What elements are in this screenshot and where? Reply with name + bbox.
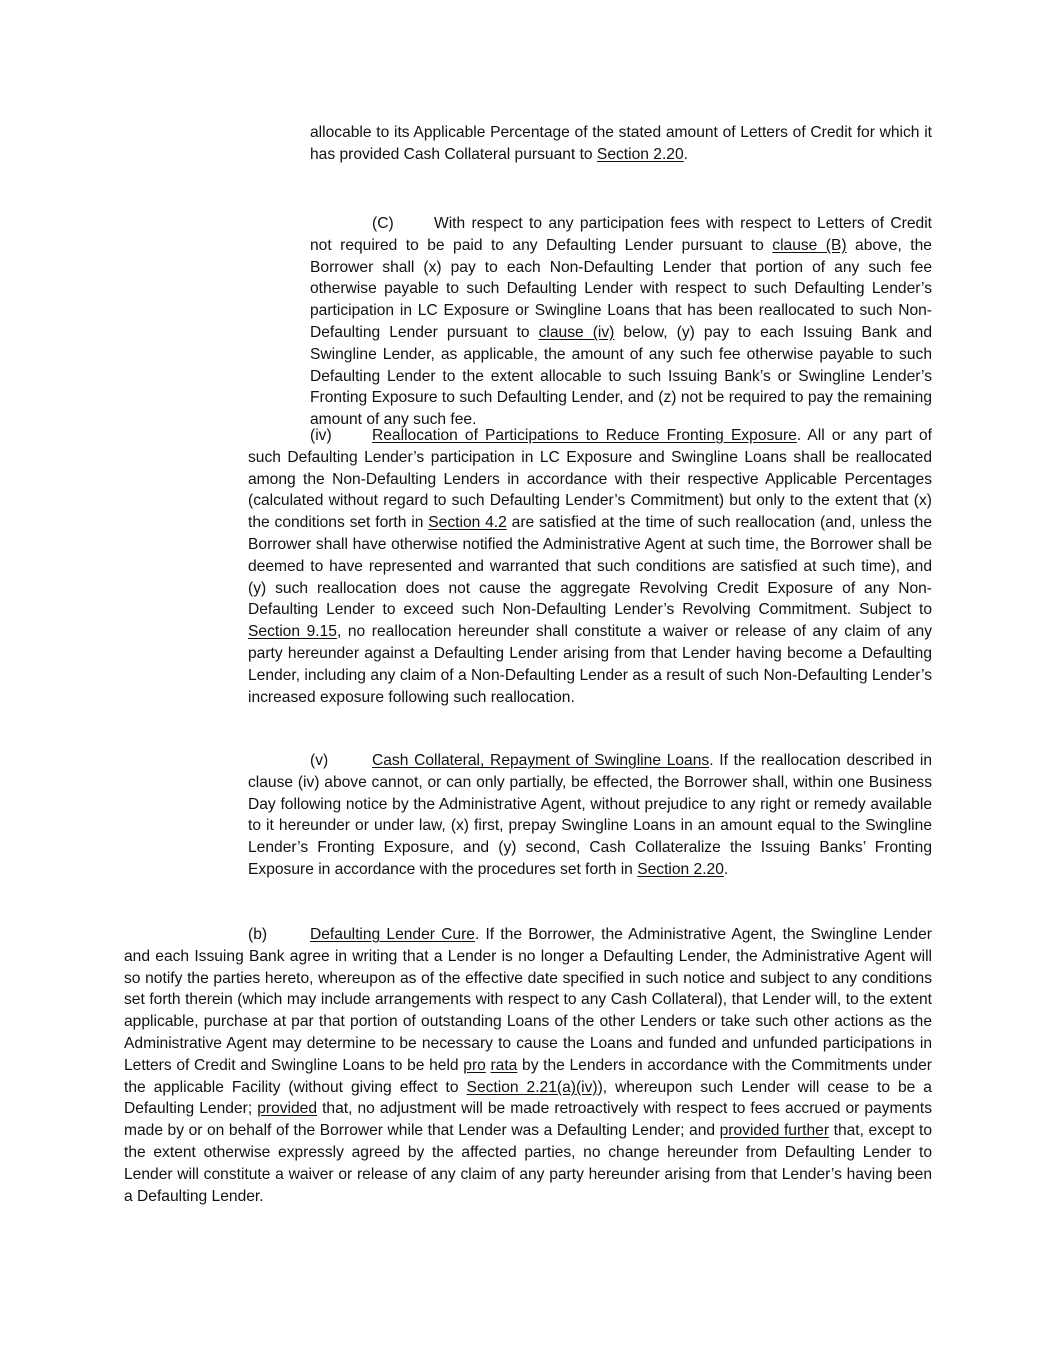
paragraph-b: [124, 924, 932, 1207]
clause-label: (v): [310, 752, 329, 769]
defined-term: provided further: [719, 1122, 830, 1140]
paragraph-text: by the Lenders in accordance with the Commitments under the applicable Facility (without giving effect to: [124, 1056, 932, 1096]
section-reference: Section 2.20: [596, 145, 684, 163]
paragraph-continuation: [310, 122, 932, 166]
paragraph-text: ), whereupon such Lender will cease to be a Defaulting Lender;: [124, 1078, 932, 1118]
defined-term: rata: [490, 1056, 518, 1074]
paragraph-text: . If the reallocation described in clause (iv) above cannot, or can only partially, be effected, the Borrower shall, within one Business Day following notice by the Administrative Agent, without prejudice to any right or remedy available to it hereunder or under law, (x) first, prepay Swingline Loans in an amount equal to the Swingline Lender’s Fronting Exposure, and (y) second, Cash Collateralize the Issuing Banks’ Fronting Exposure in accordance with the procedures set forth in: [248, 752, 932, 878]
paragraph-text: .: [683, 145, 688, 163]
paragraph-text: , no reallocation hereunder shall constitute a waiver or release of any claim of any party hereunder against a Defaulting Lender arising from that Lender having become a Defaulting Lender, including any claim of a Non-Defaulting Lender as a result of such Non-Defaulting Lender’s increased exposure following such reallocation.: [248, 623, 932, 706]
paragraph-text: With respect to any participation fees with respect to Letters of Credit not required to be paid to any Defaulting Lender pursuant to: [310, 215, 932, 254]
defined-term: pro: [463, 1056, 486, 1074]
section-reference: Section 2.21(a)(iv): [466, 1078, 598, 1096]
clause-heading: Cash Collateral, Repayment of Swingline Loans: [372, 752, 710, 769]
paragraph-text: allocable to its Applicable Percentage of the stated amount of Letters of Credit for which it has provided Cash Collateral pursuant to: [310, 124, 932, 163]
paragraph-text: below, (y) pay to each Issuing Bank and Swingline Lender, as applicable, the amount of any such fee otherwise payable to such Defaulting Lender to the extent allocable to such Issuing Bank’s or Swingline Lender’s Fronting Exposure to such Defaulting Lender, and (z) not be required to pay the remaining amount of any such fee.: [310, 323, 932, 429]
defined-term: provided: [257, 1100, 318, 1118]
paragraph-iv: [248, 425, 932, 708]
clause-heading: Reallocation of Participations to Reduce Fronting Exposure: [372, 427, 797, 444]
paragraph-text: above, the Borrower shall (x) pay to each Non-Defaulting Lender that portion of any such fee otherwise payable to such Defaulting Lender with respect to such Defaulting Lender’s participation in LC Exposure or Swingline Loans that has been reallocated to such Non-Defaulting Lender pursuant to: [310, 236, 932, 341]
clause-label: (C): [372, 215, 394, 232]
clause-label: (b): [248, 926, 268, 943]
clause-reference: clause (iv): [538, 323, 615, 341]
paragraph-text: that, except to the extent otherwise expressly agreed by the affected parties, no change hereunder from Defaulting Lender to Lender will constitute a waiver or release of any claim of any party hereunder arising from that Lender’s having been a Defaulting Lender.: [124, 1122, 933, 1205]
clause-heading: Defaulting Lender Cure: [310, 926, 475, 943]
clause-reference: clause (B): [772, 236, 847, 254]
paragraph-text: . If the Borrower, the Administrative Agent, the Swingline Lender and each Issuing Bank agree in writing that a Lender is no longer a Defaulting Lender, the Administrative Agent will so notify the parties hereto, whereupon as of the effective date specified in such notice and subject to any conditions set forth therein (which may include arrangements with respect to any Cash Collateral), that Lender will, to the extent applicable, purchase at par that portion of outstanding Loans of the other Lenders or take such other actions as the Administrative Agent may determine to be necessary to cause the Loans and funded and unfunded participations in Letters of Credit and Swingline Loans to be held: [124, 926, 932, 1074]
clause-label: (iv): [310, 427, 332, 444]
paragraph-v: [248, 750, 932, 881]
paragraph-c: [310, 213, 932, 431]
paragraph-text: that, no adjustment will be made retroactively with respect to fees accrued or payments made by or on behalf of the Borrower while that Lender was a Defaulting Lender; and: [124, 1100, 932, 1140]
section-reference: Section 4.2: [428, 514, 507, 532]
paragraph-text: are satisfied at the time of such reallocation (and, unless the Borrower shall have otherwise notified the Administrative Agent at such time, the Borrower shall be deemed to have represented and warranted that such conditions are satisfied at such time), and (y) such reallocation does not cause the aggregate Revolving Credit Exposure of any Non-Defaulting Lender to exceed such Non-Defaulting Lender’s Revolving Commitment. Subject to: [248, 514, 933, 619]
section-reference: Section 9.15: [248, 623, 337, 641]
paragraph-text: .: [723, 860, 729, 878]
section-reference: Section 2.20: [637, 860, 724, 878]
paragraph-text: . All or any part of such Defaulting Lender’s participation in LC Exposure and Swingline Loans shall be reallocated among the Non-Defaulting Lenders in accordance with their respective Applicable Percentages (calculated without regard to such Defaulting Lender’s Commitment) but only to the extent that (x) the conditions set forth in: [248, 427, 932, 532]
